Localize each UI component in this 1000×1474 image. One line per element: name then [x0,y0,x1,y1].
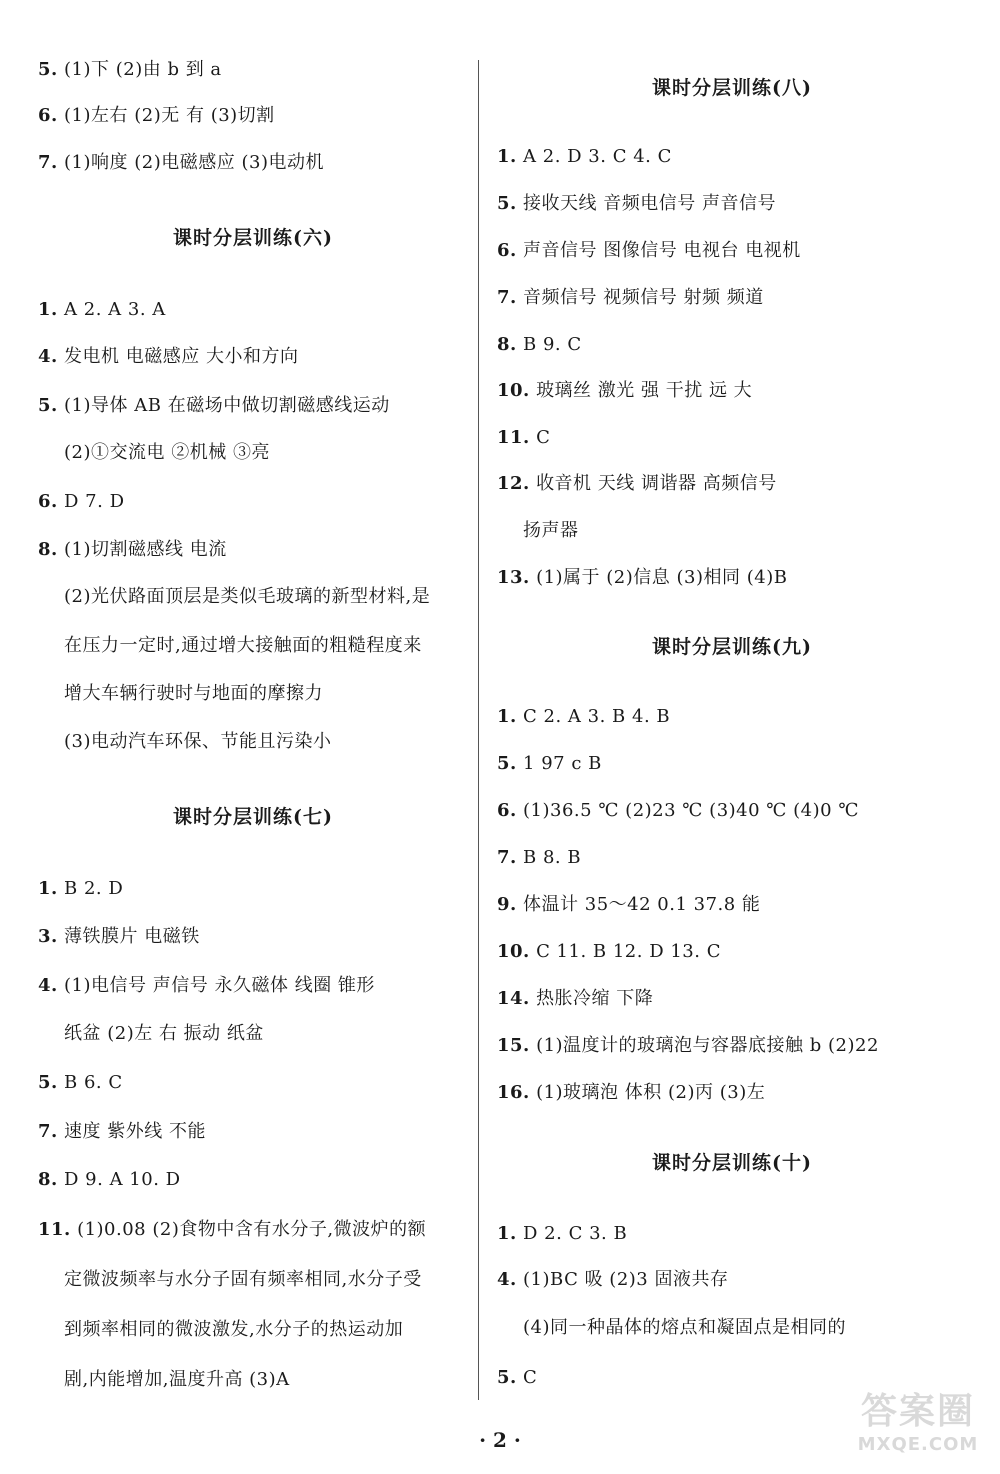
answer-line: 3. 薄铁膜片 电磁铁 [38,926,200,947]
answer-line: 增大车辆行驶时与地面的摩擦力 [64,683,323,704]
answer-line: 10. C 11. B 12. D 13. C [497,941,721,962]
watermark-logo [854,1390,982,1460]
answer-line: 5. (1)下 (2)由 b 到 a [38,59,222,80]
answer-line: 扬声器 [523,520,579,541]
answer-line: 7. (1)响度 (2)电磁感应 (3)电动机 [38,152,324,173]
answer-line: 8. (1)切割磁感线 电流 [38,539,227,560]
answer-line: (3)电动汽车环保、节能且污染小 [64,731,332,752]
answer-line: 4. 发电机 电磁感应 大小和方向 [38,346,299,367]
answer-line: (2)光伏路面顶层是类似毛玻璃的新型材料,是 [64,586,431,607]
answer-line: 纸盆 (2)左 右 振动 纸盆 [64,1023,264,1044]
section-heading: 课时分层训练(七) [173,806,333,828]
answer-line: 4. (1)电信号 声信号 永久磁体 线圈 锥形 [38,975,375,996]
answer-line: 13. (1)属于 (2)信息 (3)相同 (4)B [497,567,788,588]
watermark-text: 答案圈 [860,1391,975,1432]
answer-line: 8. B 9. C [497,334,582,355]
section-heading: 课时分层训练(九) [652,636,812,658]
answer-line: 1. A 2. D 3. C 4. C [497,146,672,167]
answer-line: 12. 收音机 天线 调谐器 高频信号 [497,473,777,494]
answer-line: 6. (1)左右 (2)无 有 (3)切割 [38,105,275,126]
answer-line: 6. 声音信号 图像信号 电视台 电视机 [497,240,801,261]
answer-line: 6. D 7. D [38,491,125,512]
page-number: · 2 · [479,1428,521,1452]
column-divider [478,60,479,1400]
answer-line: 1. C 2. A 3. B 4. B [497,706,671,727]
answer-line: (4)同一种晶体的熔点和凝固点是相同的 [523,1317,846,1338]
answer-line: 8. D 9. A 10. D [38,1169,181,1190]
watermark-domain: MXQE.COM [857,1434,979,1455]
answer-line: 剧,内能增加,温度升高 (3)A [64,1369,290,1390]
answer-line: 7. B 8. B [497,847,582,868]
answer-line: 在压力一定时,通过增大接触面的粗糙程度来 [64,635,422,656]
answer-line: 10. 玻璃丝 激光 强 干扰 远 大 [497,380,753,401]
answer-line: 到频率相同的微波激发,水分子的热运动加 [64,1319,404,1340]
answer-line: 1. D 2. C 3. B [497,1223,628,1244]
answer-line: 9. 体温计 35～42 0.1 37.8 能 [497,894,761,915]
answer-line: 7. 音频信号 视频信号 射频 频道 [497,287,764,308]
answer-line: (2)①交流电 ②机械 ③亮 [64,442,270,463]
section-heading: 课时分层训练(十) [652,1152,812,1174]
answer-line: 15. (1)温度计的玻璃泡与容器底接触 b (2)22 [497,1035,879,1056]
answer-line: 1. A 2. A 3. A [38,299,166,320]
answer-line: 6. (1)36.5 ℃ (2)23 ℃ (3)40 ℃ (4)0 ℃ [497,800,859,821]
answer-line: 1. B 2. D [38,878,124,899]
answer-line: 5. 1 97 c B [497,753,602,774]
answer-line: 5. B 6. C [38,1072,123,1093]
answer-line: 14. 热胀冷缩 下降 [497,988,654,1009]
section-heading: 课时分层训练(八) [652,77,812,99]
answer-line: 5. 接收天线 音频电信号 声音信号 [497,193,776,214]
answer-line: 11. C [497,427,551,448]
section-heading: 课时分层训练(六) [173,227,333,249]
answer-line: 5. C [497,1367,538,1388]
answer-line: 定微波频率与水分子固有频率相同,水分子受 [64,1269,422,1290]
answer-line: 4. (1)BC 吸 (2)3 固液共存 [497,1269,729,1290]
answer-line: 7. 速度 紫外线 不能 [38,1121,206,1142]
answer-line: 16. (1)玻璃泡 体积 (2)丙 (3)左 [497,1082,766,1103]
answer-line: 5. (1)导体 AB 在磁场中做切割磁感线运动 [38,395,390,416]
answer-line: 11. (1)0.08 (2)食物中含有水分子,微波炉的额 [38,1219,427,1240]
